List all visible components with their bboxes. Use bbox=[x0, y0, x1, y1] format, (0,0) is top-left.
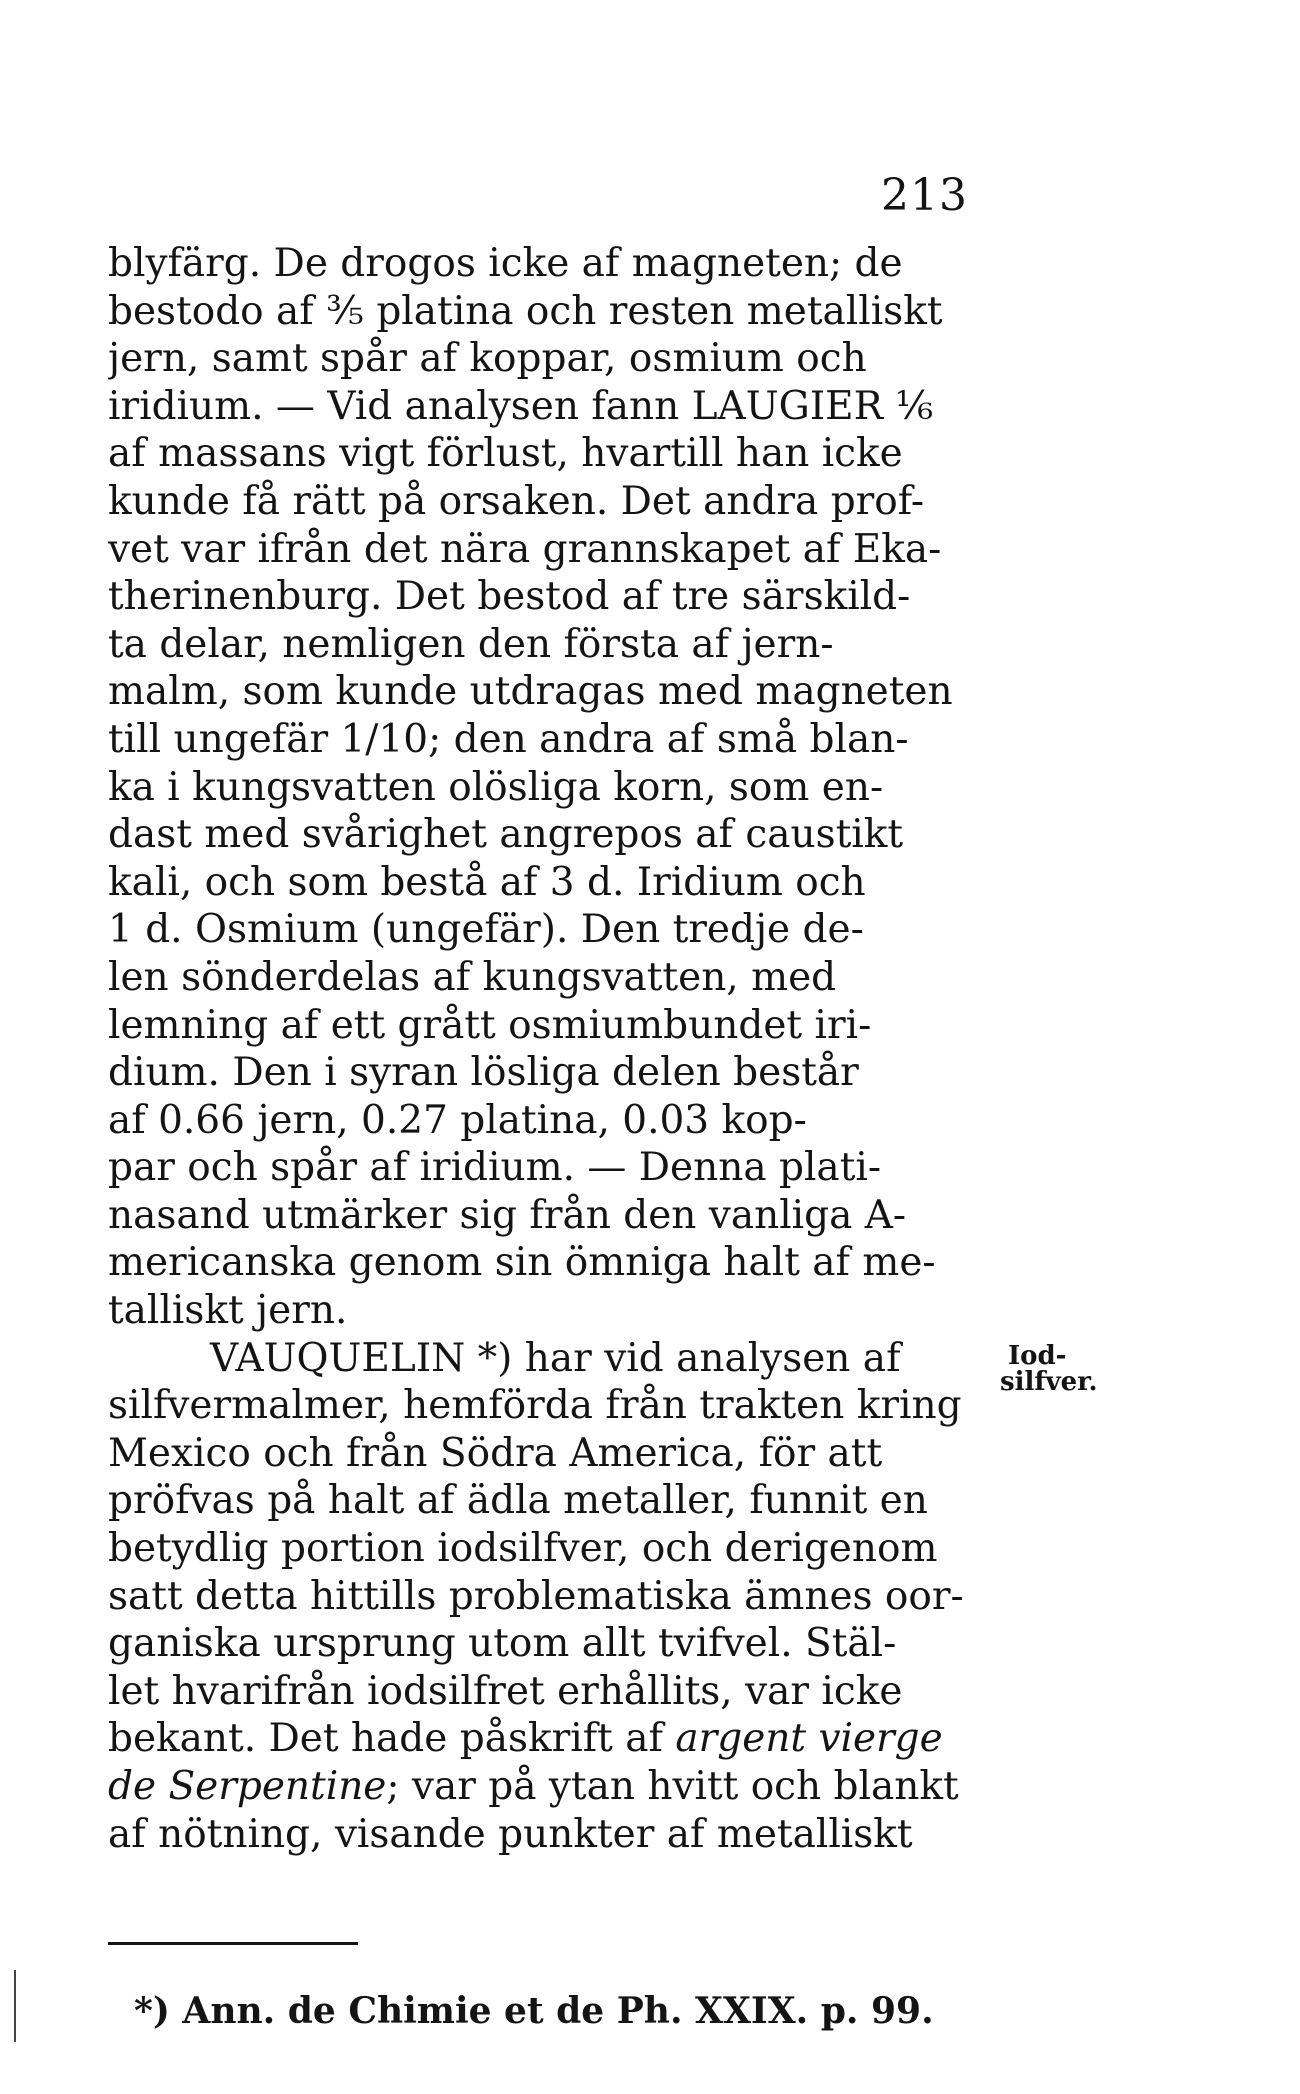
text-line: let hvarifrån iodsilfret erhållits, var icke bbox=[108, 1668, 903, 1714]
text-line bbox=[108, 1763, 978, 1811]
text-run: bekant. Det hade påskrift af bbox=[108, 1716, 663, 1762]
text-line: satt detta hittills problematiska ämnes oor- bbox=[108, 1573, 964, 1619]
marginal-note-line: silfver. bbox=[1000, 1367, 1098, 1397]
marginal-note bbox=[1000, 1343, 1120, 1395]
text-line: dium. Den i syran lösliga delen består bbox=[108, 1050, 859, 1096]
page-number: 213 bbox=[881, 170, 968, 221]
text-line: len sönderdelas af kungsvatten, med bbox=[108, 954, 837, 1000]
text-line: iridium. — Vid analysen fann LAUGIER ⅙ bbox=[108, 383, 934, 429]
text-line: af massans vigt förlust, hvartill han icke bbox=[108, 431, 903, 477]
text-line: af nötning, visande punkter af metalliskt bbox=[108, 1811, 913, 1857]
text-line: ganiska ursprung utom allt tvifvel. Stäl- bbox=[108, 1621, 897, 1667]
text-line: kali, och som bestå af 3 d. Iridium och bbox=[108, 859, 866, 905]
text-line: malm, som kunde utdragas med magneten bbox=[108, 669, 953, 715]
text-line: silfvermalmer, hemförda från trakten kring bbox=[108, 1383, 962, 1429]
text-line: therinenburg. Det bestod af tre särskild- bbox=[108, 574, 911, 620]
text-line: par och spår af iridium. — Denna plati- bbox=[108, 1145, 882, 1191]
footnote-rule bbox=[108, 1942, 358, 1945]
text-line: talliskt jern. bbox=[108, 1288, 348, 1334]
italic-title-part-1: argent vierge bbox=[675, 1716, 943, 1762]
text-line: pröfvas på halt af ädla metaller, funnit en bbox=[108, 1478, 928, 1524]
paragraph-start-line: VAUQUELIN *) har vid analysen af bbox=[210, 1335, 901, 1381]
text-line: 1 d. Osmium (ungefär). Den tredje de- bbox=[108, 907, 864, 953]
body-text bbox=[108, 240, 978, 1858]
text-line: Mexico och från Södra America, för att bbox=[108, 1430, 883, 1476]
text-line: betydlig portion iodsilfver, och derigenom bbox=[108, 1526, 938, 1572]
italic-title-part-2: de Serpentine bbox=[108, 1764, 387, 1809]
text-line: ta delar, nemligen den första af jern- bbox=[108, 621, 834, 667]
text-line: mericanska genom sin ömniga halt af me- bbox=[108, 1240, 936, 1286]
text-line: af 0.66 jern, 0.27 platina, 0.03 kop- bbox=[108, 1097, 807, 1143]
text-line: bestodo af ⅗ platina och resten metalliskt bbox=[108, 288, 943, 334]
text-line: lemning af ett grått osmiumbundet iri- bbox=[108, 1002, 872, 1048]
text-line: kunde få rätt på orsaken. Det andra prof- bbox=[108, 478, 925, 524]
marginal-note-line: Iod- bbox=[1008, 1341, 1067, 1371]
text-line: vet var ifrån det nära grannskapet af Eka- bbox=[108, 526, 942, 572]
text-line: blyfärg. De drogos icke af magneten; de bbox=[108, 241, 903, 286]
text-line: till ungefär 1/10; den andra af små blan- bbox=[108, 716, 909, 762]
text-line: ka i kungsvatten olösliga korn, som en- bbox=[108, 764, 884, 810]
scan-edge-mark bbox=[14, 1970, 16, 2042]
text-line: nasand utmärker sig från den vanliga A- bbox=[108, 1192, 907, 1238]
footnote: *) Ann. de Chimie et de Ph. XXIX. p. 99. bbox=[134, 1990, 934, 2032]
text-line: jern, samt spår af koppar, osmium och bbox=[108, 336, 867, 382]
text-line bbox=[108, 1715, 978, 1763]
text-line: dast med svårighet angrepos af caustikt bbox=[108, 812, 904, 858]
text-run: ; var på ytan hvitt och blankt bbox=[386, 1764, 959, 1809]
